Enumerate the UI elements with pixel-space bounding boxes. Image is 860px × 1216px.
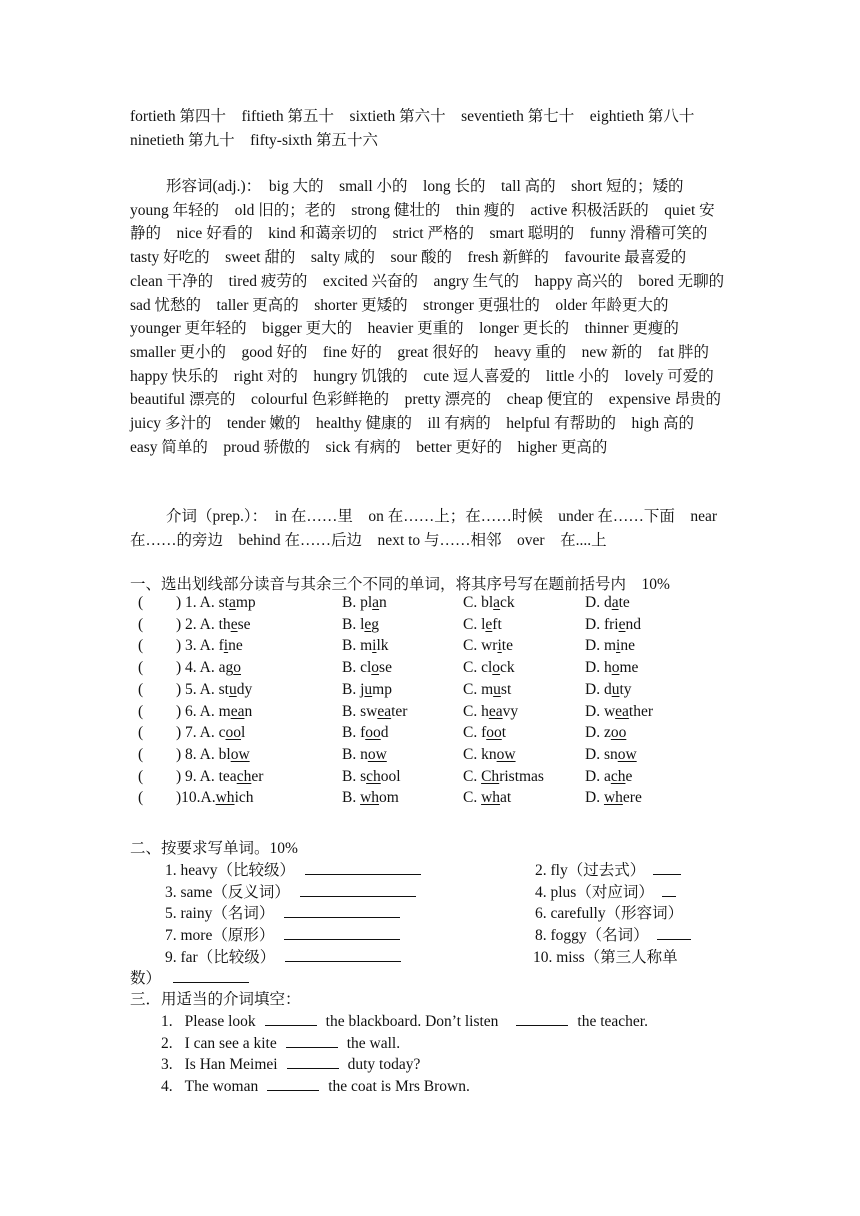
word-task-left	[165, 880, 416, 902]
word-part: B. s	[342, 767, 367, 785]
option-a	[219, 637, 243, 654]
word-part: oo	[610, 724, 627, 742]
option-b-word	[342, 768, 401, 785]
option-c	[463, 746, 516, 764]
option-b	[342, 594, 387, 612]
word-part: e	[618, 615, 626, 633]
word-part: C. cl	[463, 659, 493, 677]
fill-in-item	[161, 1010, 648, 1031]
word-part: t	[501, 724, 507, 742]
option-c-word	[463, 724, 506, 741]
option-d	[585, 594, 630, 612]
word-part: D. z	[585, 724, 611, 742]
word-part: u	[228, 680, 237, 698]
word-part: B. n	[342, 745, 368, 763]
word-part: a	[372, 594, 380, 611]
question-number: ) 7. A. cool	[176, 724, 246, 742]
question-number: ) 6. A. mean	[176, 702, 253, 720]
option-d	[585, 746, 637, 764]
word-part: om	[379, 789, 399, 807]
word-part: ter	[391, 702, 408, 720]
option-c	[463, 789, 511, 807]
option-d-word	[585, 703, 653, 720]
task-label: 2. fly（过去式）	[535, 862, 646, 879]
option-a	[219, 616, 251, 633]
option-d	[585, 703, 653, 721]
task-label: 8. foggy（名词）	[535, 927, 649, 945]
fill-in-item	[161, 1032, 400, 1053]
word-part: B. m	[342, 637, 373, 655]
word-task-right	[533, 945, 678, 967]
word-part: D. d	[585, 594, 612, 611]
word-part: C.	[463, 789, 482, 807]
word-part: ow	[230, 745, 250, 763]
word-part: bl	[218, 745, 231, 763]
option-d-word	[585, 768, 632, 785]
option-b	[342, 789, 399, 807]
task-label: 6. carefully（形容词）	[535, 905, 684, 923]
item-number: 4.	[161, 1078, 173, 1096]
option-c	[463, 659, 515, 677]
word-part: vy	[502, 702, 519, 720]
task-label: 10. miss（第三人称单	[533, 948, 678, 966]
word-part: se	[237, 615, 251, 633]
prepositions-paragraph: 介词（prep.）： in 在……里 on 在……上；在……时候 under 在……下面 near 在……的旁边 behind 在……后边 next to 与……相邻 over 在....上	[130, 508, 718, 549]
word-part: m	[218, 702, 231, 720]
word-part: ea	[615, 702, 629, 720]
option-b	[342, 724, 389, 742]
word-part: te	[501, 637, 513, 655]
option-c	[463, 637, 513, 655]
option-b-word	[342, 789, 399, 806]
word-part: C. m	[463, 680, 494, 698]
option-c-word	[463, 703, 518, 720]
task-label: 4. plus（对应词）	[535, 883, 654, 901]
answer-bracket-open: (	[138, 659, 144, 677]
word-part: at	[500, 789, 512, 807]
word-part: B. l	[342, 615, 365, 633]
word-part: B. f	[342, 724, 366, 742]
word-part: ther	[628, 702, 654, 720]
answer-blank[interactable]	[286, 1032, 338, 1048]
word-part: ow	[496, 745, 516, 763]
word-part: D. a	[585, 767, 611, 785]
word-part: mp	[372, 680, 392, 698]
option-d	[585, 768, 632, 786]
word-part: dy	[236, 680, 253, 698]
word-task-left	[165, 945, 401, 967]
answer-blank[interactable]	[265, 1010, 317, 1026]
word-part: D. m	[585, 637, 616, 655]
word-part: e	[364, 615, 372, 633]
question-number: ) 1. A. stamp	[176, 594, 256, 611]
word-part: a	[493, 594, 501, 611]
word-part: a	[228, 594, 236, 611]
answer-bracket-open: (	[138, 724, 144, 742]
option-c-word	[463, 789, 511, 806]
answer-bracket-open: (	[138, 702, 144, 720]
option-c-word	[463, 637, 513, 654]
option-d	[585, 637, 635, 655]
item-text: the teacher.	[577, 1013, 648, 1030]
word-part: st	[218, 594, 229, 611]
option-b	[342, 703, 407, 721]
option-c-word	[463, 746, 516, 763]
word-part: n	[244, 702, 253, 720]
option-a	[219, 724, 246, 741]
word-part: u	[364, 680, 373, 698]
word-part: ch	[610, 767, 626, 785]
answer-bracket-open: (	[138, 594, 144, 611]
option-a	[219, 703, 253, 720]
word-part: f	[218, 637, 224, 655]
word-part: Ch	[481, 767, 500, 785]
word-part: lk	[376, 637, 389, 655]
option-b-word	[342, 659, 392, 676]
question-number: ) 3. A. fine	[176, 637, 243, 655]
option-a	[219, 594, 256, 611]
fill-in-item	[161, 1075, 470, 1096]
option-b-word	[342, 746, 387, 763]
word-part: ck	[500, 594, 515, 611]
fill-in-item	[161, 1053, 420, 1074]
option-d-word	[585, 637, 635, 654]
word-part: tea	[218, 767, 237, 785]
word-part: e	[625, 767, 633, 785]
option-a	[219, 746, 250, 763]
word-part: ere	[622, 789, 642, 807]
item-text: The woman	[184, 1078, 259, 1096]
word-part: ristmas	[499, 767, 544, 785]
answer-bracket-open: (	[138, 615, 144, 633]
item-text: the wall.	[346, 1034, 401, 1052]
item-text: I can see a kite	[184, 1034, 277, 1052]
word-part: ft	[492, 615, 502, 633]
answer-blank[interactable]	[173, 967, 249, 983]
option-b	[342, 681, 392, 699]
word-part: g	[371, 615, 380, 633]
word-part: st	[218, 680, 229, 698]
option-b-word	[342, 616, 379, 633]
word-part: C. wr	[463, 637, 498, 655]
task-label: 9. far（比较级）	[165, 948, 276, 966]
answer-blank[interactable]	[653, 859, 681, 875]
word-part: se	[379, 659, 392, 677]
task-label: 1. heavy（比较级）	[165, 862, 296, 879]
option-c	[463, 768, 544, 786]
word-part: a	[611, 594, 619, 611]
question-number: ) 2. A. these	[176, 615, 251, 633]
word-part: C. f	[463, 724, 487, 742]
word-task-right	[535, 880, 676, 902]
option-c-word	[463, 659, 515, 676]
section2-title: 二、按要求写单词。10%	[130, 840, 298, 857]
word-part: th	[218, 615, 231, 633]
word-part: i	[223, 637, 229, 655]
question-number: ) 9. A. teacher	[176, 767, 264, 785]
word-part: B. pl	[342, 594, 373, 611]
section1-title: 一、选出划线部分读音与其余三个不同的单词，将其序号写在题前括号内 10%	[130, 576, 670, 593]
word-part: me	[619, 659, 639, 677]
option-c-word	[463, 768, 544, 785]
option-a	[219, 681, 253, 698]
word-part: D.	[585, 789, 604, 807]
answer-bracket-open: (	[138, 637, 144, 655]
word-part: st	[500, 680, 512, 698]
answer-bracket-open: (	[138, 767, 144, 785]
task-label: 数）	[130, 970, 162, 987]
word-part: ea	[377, 702, 392, 720]
option-d-word	[585, 746, 637, 763]
word-part: wh	[481, 789, 501, 807]
answer-blank[interactable]	[300, 881, 416, 897]
word-part: o	[492, 659, 501, 677]
option-d	[585, 616, 641, 634]
item-text: the coat is Mrs Brown.	[328, 1078, 470, 1096]
word-part: D. h	[585, 659, 612, 677]
word-task-right	[535, 901, 683, 923]
option-d-word	[585, 724, 626, 741]
item-text: duty today?	[347, 1056, 421, 1074]
section3-title: 三．用适当的介词填空：	[130, 991, 301, 1008]
option-d-word	[585, 594, 630, 611]
option-b-word	[342, 724, 389, 741]
adjectives-paragraph: 形容词(adj.)： big 大的 small 小的 long 长的 tall 高的 short 短的；矮的 young 年轻的 old 旧的；老的 strong 健壮的 thin 瘦的 active 积极活跃的 quiet 安静的 nice 好看的 kind 和蔼亲切的 strict 严格的 smart 聪明的 funny 滑稽可笑的 tasty 好吃的 sweet 甜的 salty 咸的 sour 酸的 fresh 新鲜的 favourite 最喜爱的 clean 干净的 tired 疲劳的 excited 兴奋的 angry 生气的 happy 高兴的 bored 无聊的 sad 忧愁的 taller 更高的 shorter 更矮的 stronger 更强壮的 older 年龄更大的 younger 更年轻的 bigger 更大的 heavier 更重的 longer 更长的 thinner 更瘦的 smaller 更小的 good 好的 fine 好的 great 很好的 heavy 重的 new 新的 fat 胖的 happy 快乐的 right 对的 hungry 饥饿的 cute 逗人喜爱的 little 小的 lovely 可爱的 beautiful 漂亮的 colourful 色彩鲜艳的 pretty 漂亮的 cheap 便宜的 expensive 昂贵的 juicy 多汁的 tender 嫩的 healthy 健康的 ill 有病的 helpful 有帮助的 high 高的 easy 简单的 proud 骄傲的 sick 有病的 better 更好的 higher 更高的	[130, 178, 740, 456]
option-b-word	[342, 637, 389, 654]
word-task-left	[165, 858, 421, 880]
word-part: B. j	[342, 680, 365, 698]
word-part: C.	[463, 767, 482, 785]
answer-blank[interactable]	[284, 924, 400, 940]
task-label: 5. rainy（名词）	[165, 905, 275, 923]
answer-blank[interactable]	[267, 1075, 319, 1091]
word-part: C. h	[463, 702, 489, 720]
answer-blank[interactable]	[284, 902, 400, 918]
word-part: B. cl	[342, 659, 372, 677]
option-c	[463, 724, 506, 742]
answer-blank[interactable]	[516, 1010, 568, 1026]
word-part: e	[485, 615, 493, 633]
option-d	[585, 724, 626, 742]
question-number: )10.A.which	[176, 789, 254, 807]
word-part: wh	[215, 789, 235, 807]
word-part: D. d	[585, 680, 612, 698]
option-a	[219, 659, 241, 676]
word-part: nd	[625, 615, 641, 633]
word-part: C. kn	[463, 745, 497, 763]
option-c-word	[463, 594, 515, 611]
word-part: e	[230, 615, 238, 633]
word-part: i	[616, 637, 621, 655]
option-c	[463, 594, 515, 612]
word-part: ck	[500, 659, 515, 677]
word-part: wh	[360, 789, 380, 807]
option-d-word	[585, 681, 632, 698]
word-part: ag	[218, 659, 234, 677]
word-part: n	[379, 594, 387, 611]
word-part: ch	[366, 767, 381, 785]
item-number: 1.	[161, 1013, 173, 1030]
option-d-word	[585, 616, 641, 633]
word-task-left	[165, 901, 400, 923]
word-part: o	[233, 659, 242, 677]
word-task-right	[535, 858, 681, 880]
option-c	[463, 681, 511, 699]
word-part: ool	[380, 767, 401, 785]
option-d	[585, 681, 632, 699]
question-number: ) 4. A. ago	[176, 659, 242, 677]
item-number: 2.	[161, 1034, 173, 1052]
answer-bracket-open: (	[138, 745, 144, 763]
option-b	[342, 637, 389, 655]
option-a	[219, 768, 264, 785]
word-part: D. fri	[585, 615, 619, 633]
word-part: C. l	[463, 615, 486, 633]
option-d	[585, 659, 638, 677]
word-part: er	[251, 767, 264, 785]
answer-blank[interactable]	[287, 1053, 339, 1069]
option-b	[342, 746, 387, 764]
item-text: the blackboard. Don’t listen	[325, 1013, 499, 1030]
word-part: te	[618, 594, 630, 611]
word-part: oo	[486, 724, 502, 742]
word-part: B. sw	[342, 702, 378, 720]
word-part: c	[218, 724, 226, 742]
answer-blank[interactable]	[657, 924, 691, 940]
answer-blank[interactable]	[305, 859, 421, 875]
word-part: ea	[230, 702, 245, 720]
word-part: mp	[235, 594, 256, 611]
option-b-word	[342, 703, 407, 720]
option-b	[342, 768, 401, 786]
task-label: 7. more（原形）	[165, 927, 275, 945]
item-text: Please look	[184, 1013, 256, 1030]
answer-blank[interactable]	[285, 946, 401, 962]
option-b	[342, 616, 379, 634]
word-part: o	[611, 659, 620, 677]
answer-blank[interactable]	[662, 881, 676, 897]
option-c	[463, 616, 502, 634]
word-part: C. bl	[463, 594, 494, 611]
option-d-word	[585, 789, 642, 806]
word-part: o	[371, 659, 380, 677]
word-part: oo	[225, 724, 242, 742]
word-part: u	[611, 680, 620, 698]
option-a	[216, 789, 254, 806]
word-part: ne	[228, 637, 243, 655]
ordinals-paragraph: fortieth 第四十 fiftieth 第五十 sixtieth 第六十 seventieth 第七十 eightieth 第八十 ninetieth 第九十 fifty-sixth 第五十六	[130, 108, 710, 149]
item-number: 3.	[161, 1056, 173, 1074]
option-d	[585, 789, 642, 807]
item-text: Is Han Meimei	[184, 1056, 278, 1074]
word-part: d	[380, 724, 389, 742]
option-c	[463, 703, 518, 721]
question-number: ) 5. A. study	[176, 680, 253, 698]
word-part: i	[372, 637, 377, 655]
word-part: ea	[488, 702, 503, 720]
option-b-word	[342, 681, 392, 698]
option-b-word	[342, 594, 387, 611]
option-b	[342, 659, 392, 677]
word-part: ch	[236, 767, 252, 785]
word-part: oo	[365, 724, 381, 742]
word-part: u	[493, 680, 501, 698]
word-part: l	[241, 724, 246, 742]
option-c-word	[463, 681, 511, 698]
word-part: ty	[619, 680, 632, 698]
word-part: ow	[367, 745, 387, 763]
answer-bracket-open: (	[138, 680, 144, 698]
word-part: ne	[620, 637, 635, 655]
word-part: ow	[617, 745, 637, 763]
word-part: i	[497, 637, 502, 655]
question-number: ) 8. A. blow	[176, 745, 250, 763]
answer-bracket-open: (	[138, 789, 144, 807]
word-part: D. sn	[585, 745, 618, 763]
task-label: 3. same（反义词）	[165, 883, 290, 901]
word-part: D. w	[585, 702, 616, 720]
word-task-left	[165, 923, 400, 945]
option-c-word	[463, 616, 502, 633]
option-d-word	[585, 659, 638, 676]
word-task-wrap	[130, 966, 249, 988]
word-part: ich	[234, 789, 254, 807]
word-task-right	[535, 923, 691, 945]
word-part: B.	[342, 789, 361, 807]
word-part: wh	[603, 789, 623, 807]
